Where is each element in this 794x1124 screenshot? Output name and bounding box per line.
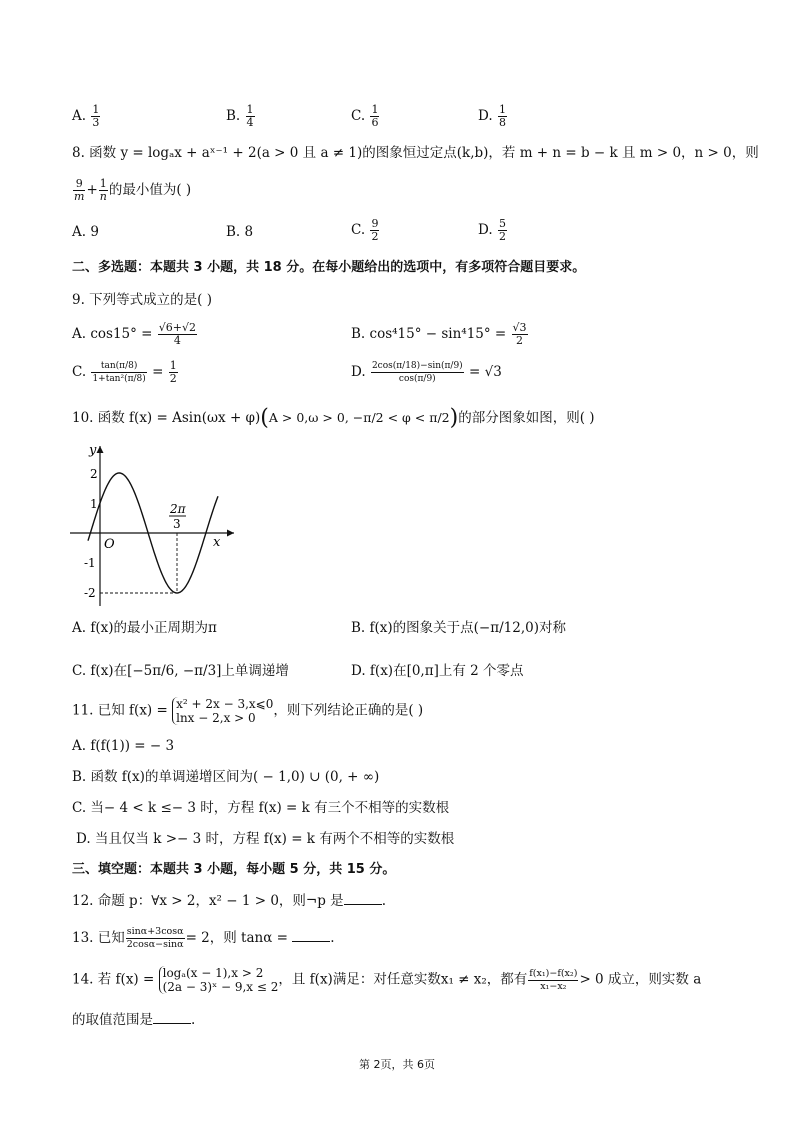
q11-option-a: A. f(f(1)) = − 3 bbox=[72, 738, 175, 754]
q13-stem: 13. 已知 $\frac{\sin\alpha+3\cos\alpha}{2\cos\alpha-\sin\alpha}$ = 2，则 tanα = . bbox=[72, 926, 335, 950]
q9-option-b: B. cos⁴15° − sin⁴15° = $\frac{√3}{2}$ bbox=[351, 321, 527, 347]
q11-option-b: B. 函数 f(x)的单调递增区间为( − 1,0) ∪ (0, + ∞) bbox=[72, 769, 380, 785]
y-tick-1: 1 bbox=[90, 497, 98, 511]
x-mark-denominator: 3 bbox=[173, 517, 181, 531]
q9-option-a: A. cos15° = $\frac{√6+√2}{4}$ bbox=[72, 321, 197, 347]
q8-option-d: D. $\frac{5}{2}$ bbox=[478, 217, 506, 243]
q7-option-d: D. $\frac{1}{8}$ bbox=[478, 103, 506, 129]
q13-answer-blank[interactable] bbox=[292, 929, 330, 942]
q12-answer-blank[interactable] bbox=[344, 892, 382, 905]
q11-option-c: C. 当− 4 < k ≤− 3 时，方程 f(x) = k 有三个不相等的实数根 bbox=[72, 800, 450, 816]
q14-answer-blank[interactable] bbox=[153, 1011, 191, 1024]
q8-stem-line1: 8. 函数 y = logₐx + aˣ⁻¹ + 2(a > 0 且 a ≠ 1)的图象恒过定点(k,b)，若 m + n = b − k 且 m > 0，n > 0，则 bbox=[72, 145, 759, 161]
q10-option-b: B. f(x)的图象关于点(−π/12,0)对称 bbox=[351, 620, 566, 636]
q9-option-c: C. $\frac{\tan(\pi/8)}{\text{1+tan²(π/8)}}$ = $\frac{1}{2}$ bbox=[72, 359, 177, 385]
q8-option-a: A. 9 bbox=[72, 224, 99, 240]
q7-option-c: C. $\frac{1}{6}$ bbox=[351, 103, 379, 129]
q8-option-b: B. 8 bbox=[226, 224, 254, 240]
q10-option-c: C. f(x)在[−5π/6, −π/3]上单调递增 bbox=[72, 663, 289, 679]
page-footer: 第 2页，共 6页 bbox=[359, 1058, 435, 1071]
q7-option-a: A. $\frac{1}{3}$ bbox=[72, 103, 100, 129]
q10-sine-graph bbox=[66, 438, 246, 610]
y-tick-minus-2: -2 bbox=[84, 586, 96, 600]
y-axis-label: y bbox=[89, 443, 97, 458]
q10-option-a: A. f(x)的最小正周期为π bbox=[72, 620, 217, 636]
q14-stem-line2: 的取值范围是 . bbox=[72, 1012, 196, 1028]
q9-stem: 9. 下列等式成立的是( ) bbox=[72, 292, 212, 308]
q14-stem-line1: 14. 若 f(x) = logₐ(x − 1),x > 2 (2a − 3)ˣ − 9,x ≤ 2 ，且 f(x)满足：对任意实数x₁ ≠ x₂，都有 $\frac{\text{f(x₁)−f(x₂)}}{\text{x₁−x₂}}$ > 0 成立，则实数 a bbox=[72, 966, 702, 994]
q7-option-b: B. $\frac{1}{4}$ bbox=[226, 103, 254, 129]
y-tick-2: 2 bbox=[90, 467, 98, 481]
x-axis-label: x bbox=[213, 535, 221, 550]
q8-stem-line2: $\frac{9}{m}$ + $\frac{1}{n}$ 的最小值为( ) bbox=[74, 177, 192, 203]
q11-option-d: D. 当且仅当 k >− 3 时，方程 f(x) = k 有两个不相等的实数根 bbox=[76, 831, 455, 847]
q11-stem: 11. 已知 f(x) = x² + 2x − 3,x⩽0 lnx − 2,x > 0 ，则下列结论正确的是( ) bbox=[72, 697, 424, 725]
x-mark-numerator: 2π bbox=[170, 502, 186, 516]
origin-label: O bbox=[104, 537, 115, 552]
section-3-heading: 三、填空题：本题共 3 小题，每小题 5 分，共 15 分。 bbox=[72, 862, 396, 877]
q10-option-d: D. f(x)在[0,π]上有 2 个零点 bbox=[351, 663, 524, 679]
q8-option-c: C. $\frac{9}{2}$ bbox=[351, 217, 379, 243]
q9-option-d: D. $\frac{2\cos(\pi/18)-\sin(\pi/9)}{\cos(\pi/9)}$ = √3 bbox=[351, 361, 502, 384]
section-2-heading: 二、多选题：本题共 3 小题，共 18 分。在每小题给出的选项中，有多项符合题目要求。 bbox=[72, 260, 586, 275]
q12-stem: 12. 命题 p：∀x > 2，x² − 1 > 0，则¬p 是 . bbox=[72, 893, 386, 909]
q10-stem: 10. 函数 f(x) = Asin(ωx + φ)(A > 0,ω > 0, −π/2 < φ < π/2)的部分图象如图，则( ) bbox=[72, 405, 595, 431]
y-tick-minus-1: -1 bbox=[84, 556, 96, 570]
